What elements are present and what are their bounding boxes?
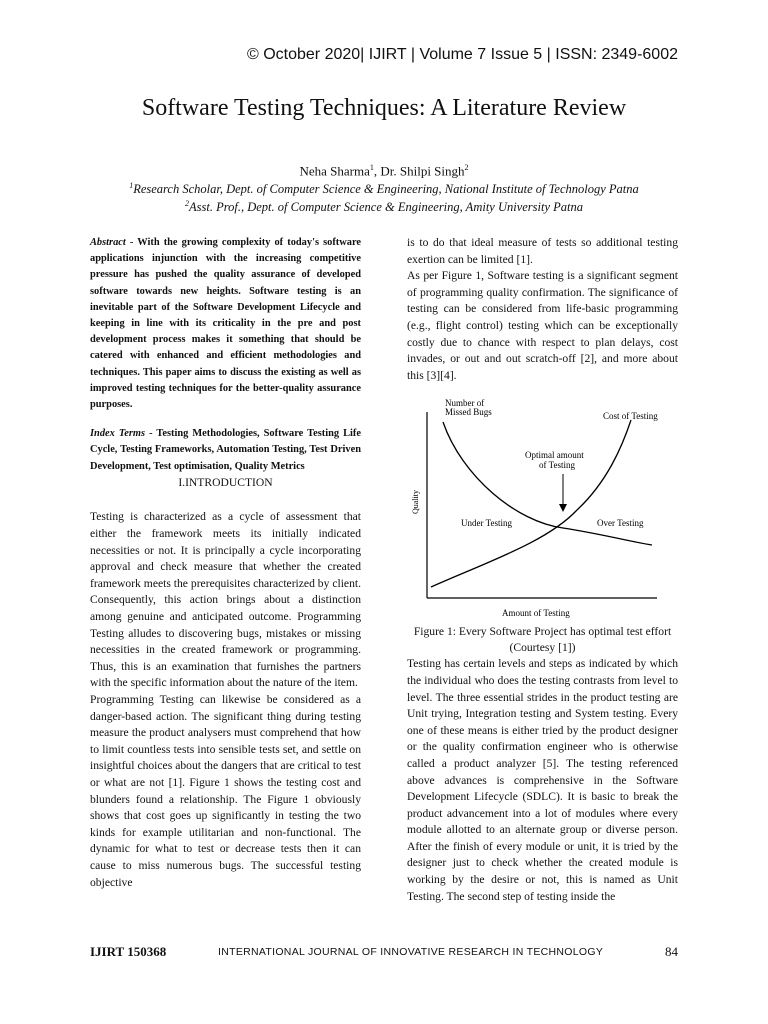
- figure-1-caption: Figure 1: Every Software Project has optimal test effort (Courtesy [1]): [413, 625, 672, 655]
- index-terms-text: - Testing Methodologies, Software Testing Life Cycle, Testing Frameworks, Automation Testing, Test Driven Development, Test optimisation, Quality Metrics: [90, 428, 361, 472]
- paragraph: Testing is characterized as a cycle of assessment that either the framework meets its initially indicated necessities or not. It is principally a cycle incorporating approval and check measure that whether the created framework meets the prerequisites characterized by client. Consequently, this action brings about a distinction among genuine and anticipated outcome. Programming Testing alludes to discovering bugs, mistakes or missing necessities in the created framework or programming. Thus, this is an examination that furnishes the partners with the specific information about the nature of the item.: [90, 510, 361, 690]
- optimal-arrow-head: [559, 504, 567, 512]
- author-1-sup: 1: [369, 163, 374, 172]
- label-optimal-line1: Optimal amount: [525, 450, 584, 461]
- affiliation-2: [0, 199, 768, 215]
- affiliation-2-text: Asst. Prof., Dept. of Computer Science & Engineering, Amity University Patna: [188, 200, 584, 215]
- page-number: 84: [665, 944, 678, 959]
- author-line: [0, 163, 768, 179]
- figure-1: [407, 392, 678, 624]
- left-column: [90, 235, 361, 891]
- footer-journal-name: INTERNATIONAL JOURNAL OF INNOVATIVE RESEARCH IN TECHNOLOGY: [218, 946, 604, 958]
- label-under-testing: Under Testing: [461, 518, 512, 529]
- author-2: , Dr. Shilpi Singh: [373, 163, 465, 179]
- affiliation-1-text: Research Scholar, Dept. of Computer Science & Engineering, National Institute of Technology Patna: [133, 182, 639, 197]
- label-quality-axis: Quality: [411, 490, 420, 515]
- index-terms: [90, 426, 361, 475]
- affiliation-1: [0, 181, 768, 197]
- abstract-label: Abstract: [90, 237, 126, 248]
- footer-paper-id: IJIRT 150368: [90, 944, 167, 959]
- label-over-testing: Over Testing: [597, 518, 644, 529]
- abstract-text: - With the growing complexity of today's software applications injunction with the increasing competitive pressure has pushed the quality assurance of developed software towards new heights. Software testing is an inevitable part of the Software Development Lifecycle and keeping in line with its criticality in the pre and post development process makes it something that should be catered with enhanced and efficient methodologies and techniques. This paper aims to discuss the existing as well as improved testing techniques for the better-quality assurance purposes.: [90, 237, 361, 411]
- index-terms-label: Index Terms: [90, 428, 146, 440]
- paragraph: As per Figure 1, Software testing is a significant segment of programming quality confirmation. The significance of testing can be considered from life-basic programming (e.g., flight control) testing which can be exceptionally costly due to chance with respect to plan delays, cost invades, or out and out scratch-off [2], and more about this [3][4].: [407, 269, 678, 382]
- label-missed-bugs-line2: Missed Bugs: [445, 407, 492, 418]
- affiliation-2-sup: 2: [184, 199, 189, 208]
- paragraph: Programming Testing can likewise be considered as a danger-based action. The significant thing during testing measure the product analysers must comprehend that how to limit countless tests into sensible tests set, and settle on insightful choices about the dangers that are critical to test or what are not [1]. Figure 1 shows the testing cost and blunders found a relationship. The Figure 1 obviously shows that cost goes up significantly in testing the two kinds for example utilitarian and non-functional. The dynamic for what to test or decrease tests then it can cause to miss numerous bugs. The successful testing objective: [90, 692, 361, 889]
- figure-1-diagram: [407, 392, 678, 624]
- label-missed-bugs-line1: Number of: [445, 398, 485, 409]
- cost-of-testing-curve: [431, 420, 631, 587]
- label-x-axis: Amount of Testing: [502, 608, 570, 619]
- paper-title: Software Testing Techniques: A Literature Review: [141, 95, 627, 121]
- right-column: [407, 235, 678, 905]
- affiliation-1-sup: 1: [129, 181, 134, 190]
- author-2-sup: 2: [464, 163, 469, 172]
- author-1: Neha Sharma: [299, 163, 370, 179]
- section-heading-introduction: I.INTRODUCTION: [178, 475, 273, 489]
- paragraph: Testing has certain levels and steps as indicated by which the individual who does the testing contrasts from level to level. The three essential strides in the product testing are Unit trying, Integration testing and System testing. Every one of these means is either tried by the product designer or the quality confirmation engineer who is otherwise called a product analyzer [5]. The testing referenced above advances is comprehensive in the Software Development Lifecycle (SDLC). It is basic to break the product advancement into a lot of modules where every module allotted to an alternate group or diverse person. After the finish of every module or unit, it is tried by the designer just to check whether the created module is working by the desire or not, this is named as Unit Testing. The second step of testing inside the: [407, 657, 678, 903]
- label-cost-of-testing: Cost of Testing: [603, 411, 658, 422]
- journal-header: © October 2020| IJIRT | Volume 7 Issue 5 | ISSN: 2349-6002: [246, 46, 678, 63]
- paragraph: is to do that ideal measure of tests so additional testing exertion can be limited [1].: [407, 236, 678, 266]
- label-optimal-line2: of Testing: [539, 460, 575, 471]
- abstract: [90, 235, 361, 413]
